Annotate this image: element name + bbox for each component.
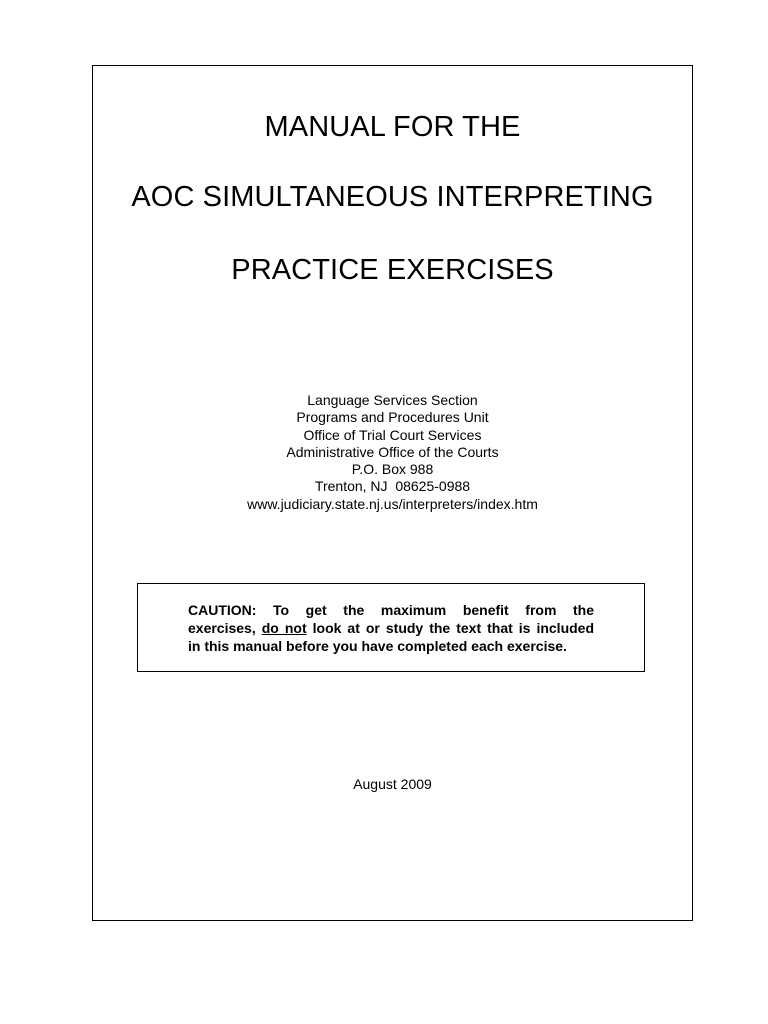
caution-label: CAUTION: bbox=[188, 602, 257, 618]
title-line-3: PRACTICE EXERCISES bbox=[231, 254, 554, 286]
address-organization: Administrative Office of the Courts bbox=[286, 443, 499, 460]
caution-text bbox=[188, 601, 594, 655]
caution-box bbox=[137, 583, 645, 672]
caution-line-1 bbox=[188, 601, 594, 619]
address-office: Office of Trial Court Services bbox=[303, 426, 482, 443]
address-po-box: P.O. Box 988 bbox=[351, 461, 434, 478]
caution-line-2 bbox=[188, 619, 594, 637]
address-website: www.judiciary.state.nj.us/interpreters/index.htm bbox=[247, 495, 538, 512]
address-unit: Programs and Procedures Unit bbox=[296, 409, 489, 426]
caution-do-not-emphasis: do not bbox=[261, 620, 307, 636]
title-line-1: MANUAL FOR THE bbox=[264, 111, 521, 143]
address-section: Language Services Section bbox=[307, 392, 478, 408]
address-city: Trenton, NJ 08625-0988 bbox=[314, 478, 471, 495]
caution-line-1-text: To get the maximum benefit from the bbox=[273, 602, 594, 618]
caution-line-2-pre: exercises, bbox=[188, 620, 256, 636]
publication-date: August 2009 bbox=[353, 776, 432, 792]
address-block bbox=[93, 392, 692, 513]
caution-line-2-post: look at or study the text that is included bbox=[312, 620, 595, 636]
document-page bbox=[92, 65, 693, 921]
title-line-2: AOC SIMULTANEOUS INTERPRETING bbox=[131, 181, 654, 213]
caution-line-3: in this manual before you have completed each exercise. bbox=[188, 638, 567, 654]
